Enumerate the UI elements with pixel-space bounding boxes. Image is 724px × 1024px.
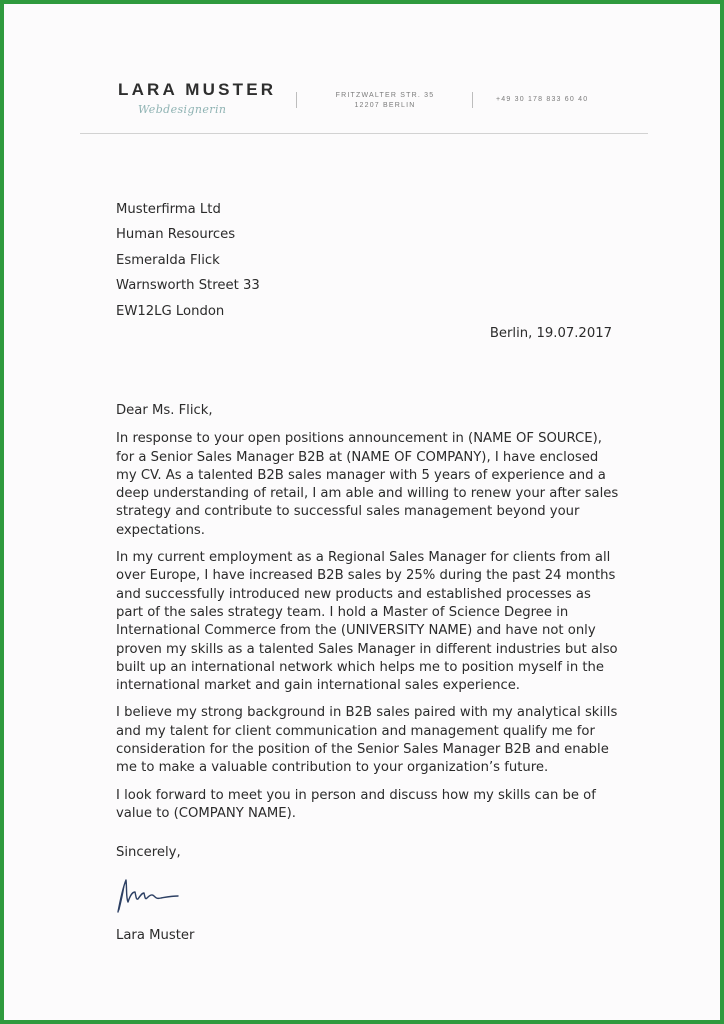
paragraph-4: I look forward to meet you in person and discuss how my skills can be of value to (COMPANY NAME). — [116, 787, 596, 821]
sender-role: Webdesignerin — [138, 103, 227, 116]
letter-body — [116, 402, 622, 832]
paragraph-3: I believe my strong background in B2B sales paired with my analytical skills and my talent for client communication and management qualify me for consideration for the position of the Senior Sales Manager B2B and enable me to make a valuable contribution to your organization’s future. — [116, 705, 618, 776]
sender-address — [304, 91, 466, 111]
signer-name: Lara Muster — [116, 928, 195, 943]
recipient-city: EW12LG London — [116, 303, 225, 319]
paragraph-1: In response to your open positions announcement in (NAME OF SOURCE), for a Senior Sales Manager B2B at (NAME OF COMPANY), I have enclosed my CV. As a talented B2B sales manager with 5 years of experience and a deep understanding of retail, I am able and willing to renew your after sales strategy and contribute to successful sales management beyond your expectations. — [116, 431, 619, 538]
letterhead — [4, 4, 720, 134]
letter-date: Berlin, 19.07.2017 — [489, 326, 612, 341]
recipient-company: Musterfirma Ltd — [116, 202, 221, 217]
recipient-person: Esmeralda Flick — [116, 252, 220, 268]
recipient-street: Warnsworth Street 33 — [116, 278, 260, 294]
header-divider-right — [472, 92, 473, 108]
sender-name: LARA MUSTER — [118, 80, 277, 99]
header-rule — [80, 133, 648, 134]
recipient-address — [116, 197, 260, 324]
sender-phone: +49 30 178 833 60 40 — [496, 96, 589, 103]
signature-image — [112, 872, 186, 916]
sender-address-city: 12207 BERLIN — [354, 102, 416, 109]
sender-address-street: FRITZWALTER STR. 35 — [335, 92, 435, 99]
closing: Sincerely, — [116, 845, 181, 860]
salutation: Dear Ms. Flick, — [116, 403, 213, 418]
paragraph-2: In my current employment as a Regional Sales Manager for clients from all over Europe, I have increased B2B sales by 25% during the past 24 months and successfully introduced new products and established processes as part of the sales strategy team. I hold a Master of Science Degree in International Commerce from the (UNIVERSITY NAME) and have not only proven my skills as a talented Sales Manager in different industries but also built up an international network which helps me to position myself in the international market and gain international sales experience. — [116, 550, 618, 694]
recipient-department: Human Resources — [116, 227, 236, 243]
header-divider-left — [296, 92, 297, 108]
